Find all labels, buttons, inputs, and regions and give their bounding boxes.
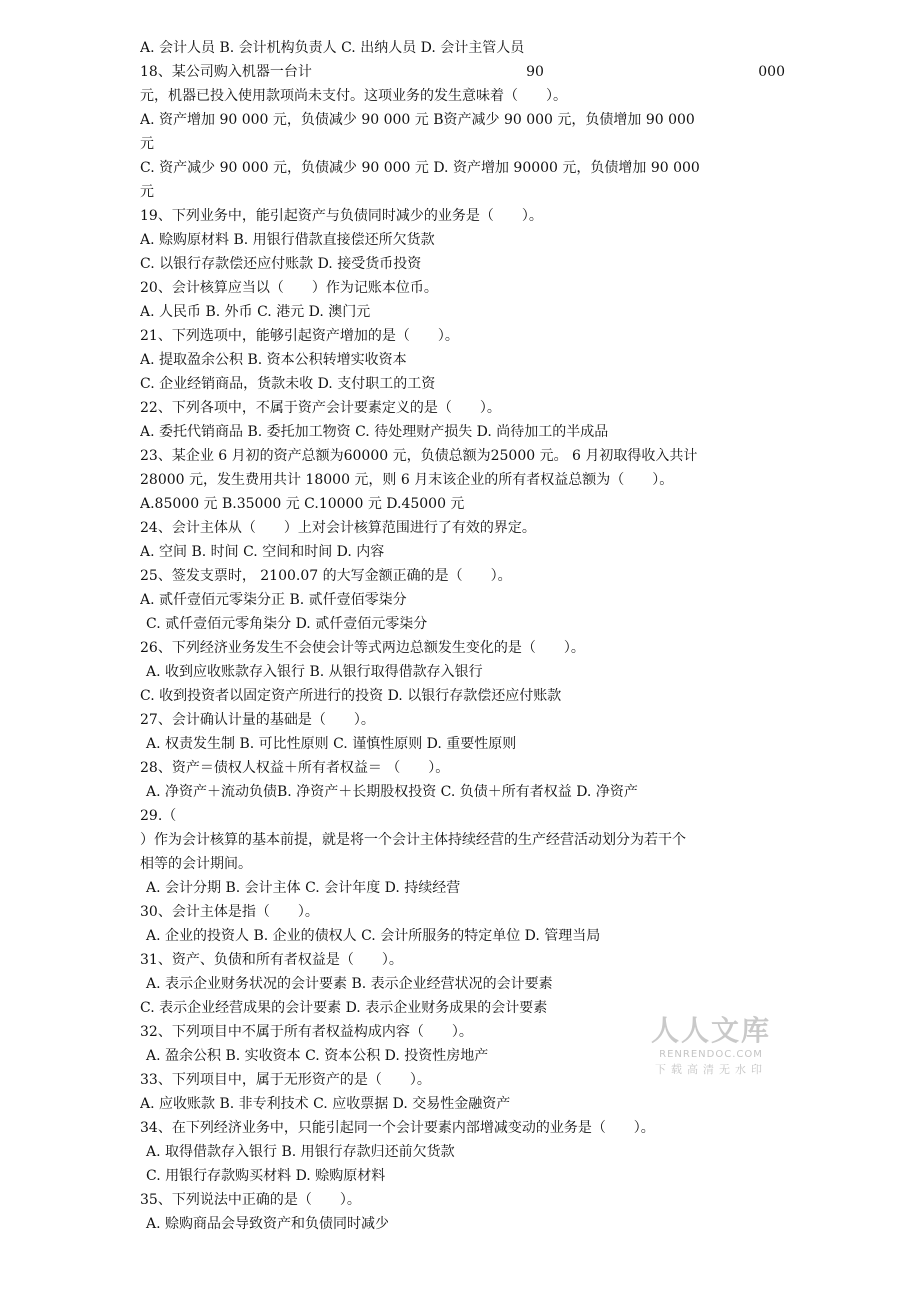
text-line: A. 赊购商品会导致资产和负债同时减少 [146, 1216, 390, 1232]
text-line: 25、签发支票时， 2100.07 的大写金额正确的是（ ）。 [140, 568, 512, 584]
text-line: C. 收到投资者以固定资产所进行的投资 D. 以银行存款偿还应付账款 [140, 688, 562, 704]
text-line: A. 企业的投资人 B. 企业的债权人 C. 会计所服务的特定单位 D. 管理当局 [146, 928, 601, 944]
text-line: 元，机器已投入使用款项尚未支付。这项业务的发生意味着（ ）。 [140, 88, 567, 104]
text-line: 元 [140, 136, 154, 152]
text-line: 23、某企业 6 月初的资产总额为60000 元，负债总额为25000 元。 6 月初取得收入共计 [140, 448, 698, 464]
text-fragment: 18、某公司购入机器一台计 [140, 64, 312, 80]
text-line: A. 提取盈余公积 B. 资本公积转增实收资本 [140, 352, 407, 368]
text-line: 20、会计核算应当以（ ）作为记账本位币。 [140, 280, 438, 296]
text-line: A. 人民币 B. 外币 C. 港元 D. 澳门元 [140, 304, 371, 320]
text-line: 32、下列项目中不属于所有者权益构成内容（ ）。 [140, 1024, 473, 1040]
text-line: 27、会计确认计量的基础是（ ）。 [140, 712, 375, 728]
text-line: A. 会计分期 B. 会计主体 C. 会计年度 D. 持续经营 [146, 880, 461, 896]
text-line: C. 用银行存款购买材料 D. 赊购原材料 [146, 1168, 386, 1184]
text-line: C. 以银行存款偿还应付账款 D. 接受货币投资 [140, 256, 422, 272]
text-line: A. 空间 B. 时间 C. 空间和时间 D. 内容 [140, 544, 385, 560]
text-line: A.85000 元 B.35000 元 C.10000 元 D.45000 元 [140, 496, 465, 512]
text-line: A. 净资产＋流动负债B. 净资产＋长期股权投资 C. 负债＋所有者权益 D. 净资产 [146, 784, 638, 800]
text-line: C. 企业经销商品，货款未收 D. 支付职工的工资 [140, 376, 436, 392]
text-line: A. 表示企业财务状况的会计要素 B. 表示企业经营状况的会计要素 [146, 976, 553, 992]
text-line: C. 表示企业经营成果的会计要素 D. 表示企业财务成果的会计要素 [140, 1000, 548, 1016]
text-line: A. 赊购原材料 B. 用银行借款直接偿还所欠货款 [140, 232, 435, 248]
text-line: 26、下列经济业务发生不会使会计等式两边总额发生变化的是（ ）。 [140, 640, 585, 656]
text-line: A. 资产增加 90 000 元，负债减少 90 000 元 B资产减少 90 000 元，负债增加 90 000 [140, 112, 695, 128]
text-line: 28、资产＝债权人权益＋所有者权益＝ （ ）。 [140, 760, 450, 776]
text-line: ）作为会计核算的基本前提，就是将一个会计主体持续经营的生产经营活动划分为若干个 [140, 832, 686, 848]
watermark-title: 人人文库 [650, 1014, 771, 1047]
text-line: 21、下列选项中，能够引起资产增加的是（ ）。 [140, 328, 459, 344]
text-line: 相等的会计期间。 [140, 856, 252, 872]
watermark-logo [646, 1014, 776, 1078]
text-line: 24、会计主体从（ ）上对会计核算范围进行了有效的界定。 [140, 520, 536, 536]
text-line: A. 会计人员 B. 会计机构负责人 C. 出纳人员 D. 会计主管人员 [140, 40, 525, 56]
text-line: 33、下列项目中，属于无形资产的是（ ）。 [140, 1072, 431, 1088]
text-line: A. 收到应收账款存入银行 B. 从银行取得借款存入银行 [146, 664, 483, 680]
text-line: C. 资产减少 90 000 元，负债减少 90 000 元 D. 资产增加 90000 元，负债增加 90 000 [140, 160, 700, 176]
text-line: 19、下列业务中，能引起资产与负债同时减少的业务是（ ）。 [140, 208, 543, 224]
text-line: 29.（ [140, 808, 177, 824]
text-line-justified [140, 60, 785, 84]
text-line: A. 贰仟壹佰元零柒分正 B. 贰仟壹佰零柒分 [140, 592, 407, 608]
text-line: A. 委托代销商品 B. 委托加工物资 C. 待处理财产损失 D. 尚待加工的半成品 [140, 424, 609, 440]
text-line: 31、资产、负债和所有者权益是（ ）。 [140, 952, 403, 968]
text-line: A. 权责发生制 B. 可比性原则 C. 谨慎性原则 D. 重要性原则 [146, 736, 517, 752]
text-line: 34、在下列经济业务中，只能引起同一个会计要素内部增减变动的业务是（ ）。 [140, 1120, 655, 1136]
text-line: 元 [140, 184, 154, 200]
text-line: 28000 元，发生费用共计 18000 元，则 6 月末该企业的所有者权益总额为（ ）。 [140, 472, 674, 488]
watermark-site: RENRENDOC.COM [659, 1049, 763, 1060]
text-line: C. 贰仟壹佰元零角柒分 D. 贰仟壹佰元零柒分 [146, 616, 428, 632]
text-line: 35、下列说法中正确的是（ ）。 [140, 1192, 361, 1208]
text-line: A. 盈余公积 B. 实收资本 C. 资本公积 D. 投资性房地产 [146, 1048, 489, 1064]
text-fragment: 90 [526, 64, 544, 80]
text-fragment: 000 [758, 64, 785, 80]
text-line: A. 应收账款 B. 非专利技术 C. 应收票据 D. 交易性金融资产 [140, 1096, 511, 1112]
text-line: 22、下列各项中，不属于资产会计要素定义的是（ ）。 [140, 400, 501, 416]
text-line: A. 取得借款存入银行 B. 用银行存款归还前欠货款 [146, 1144, 455, 1160]
watermark-slogan: 下载高清无水印 [655, 1063, 767, 1076]
text-line: 30、会计主体是指（ ）。 [140, 904, 319, 920]
